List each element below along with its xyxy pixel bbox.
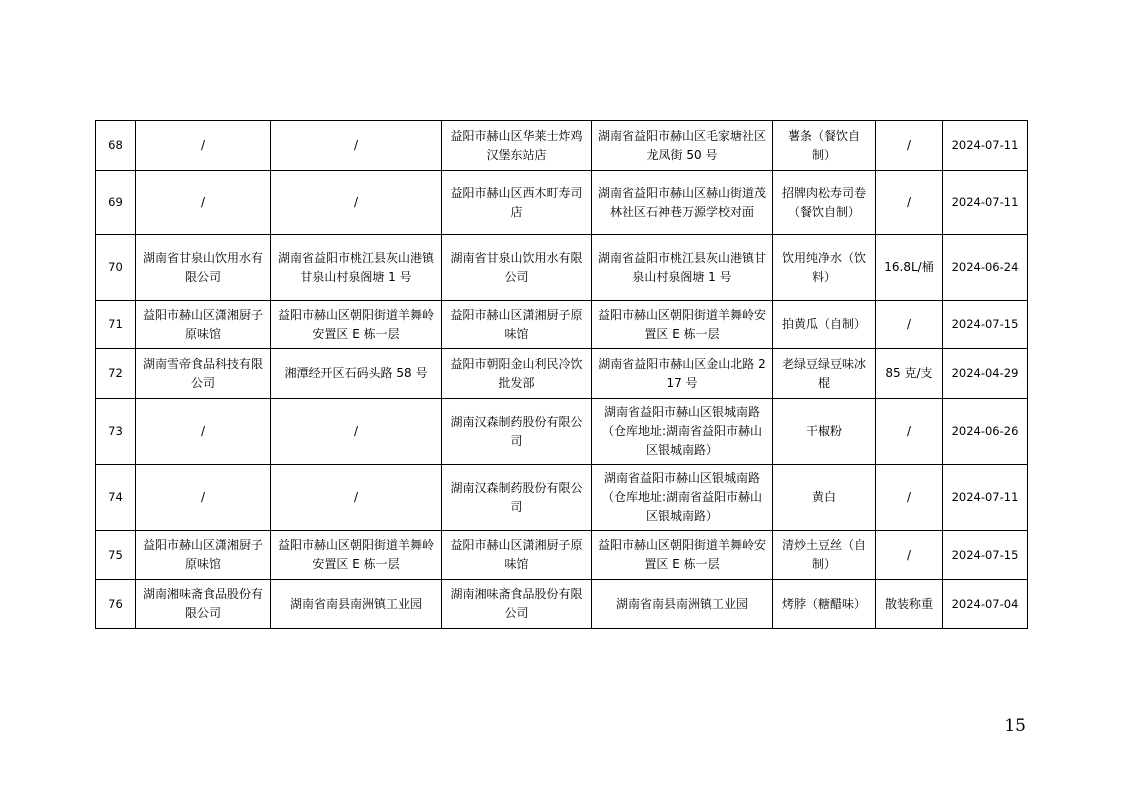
table-row — [96, 399, 1028, 465]
producer-address-cell: / — [271, 399, 442, 465]
seller-cell: 益阳市赫山区华莱士炸鸡汉堡东站店 — [442, 121, 592, 171]
date-cell: 2024-06-24 — [943, 235, 1028, 301]
producer-cell: 湖南湘味斋食品股份有限公司 — [136, 580, 271, 629]
seller-address-cell: 益阳市赫山区朝阳街道羊舞岭安置区 E 栋一层 — [592, 531, 773, 580]
row-number: 74 — [96, 465, 136, 531]
row-number: 68 — [96, 121, 136, 171]
producer-address-cell: 湖南省南县南洲镇工业园 — [271, 580, 442, 629]
sampling-results-table — [95, 120, 1028, 629]
date-cell: 2024-04-29 — [943, 349, 1028, 399]
spec-cell: 16.8L/桶 — [876, 235, 943, 301]
seller-address-cell: 湖南省益阳市赫山区银城南路（仓库地址:湖南省益阳市赫山区银城南路） — [592, 465, 773, 531]
producer-address-cell: 益阳市赫山区朝阳街道羊舞岭安置区 E 栋一层 — [271, 531, 442, 580]
page-number: 15 — [1004, 716, 1026, 736]
spec-cell: / — [876, 301, 943, 349]
table-row — [96, 121, 1028, 171]
spec-cell: 85 克/支 — [876, 349, 943, 399]
producer-cell: / — [136, 399, 271, 465]
producer-cell: / — [136, 465, 271, 531]
row-number: 70 — [96, 235, 136, 301]
row-number: 72 — [96, 349, 136, 399]
product-cell: 黄白 — [773, 465, 876, 531]
seller-cell: 益阳市赫山区潇湘厨子原味馆 — [442, 301, 592, 349]
producer-address-cell: / — [271, 465, 442, 531]
seller-cell: 益阳市赫山区西木町寿司店 — [442, 171, 592, 235]
producer-cell: 益阳市赫山区潇湘厨子原味馆 — [136, 301, 271, 349]
row-number: 75 — [96, 531, 136, 580]
seller-cell: 益阳市赫山区潇湘厨子原味馆 — [442, 531, 592, 580]
seller-cell: 湖南湘味斋食品股份有限公司 — [442, 580, 592, 629]
row-number: 69 — [96, 171, 136, 235]
seller-address-cell: 湖南省益阳市赫山区毛家塘社区龙凤街 50 号 — [592, 121, 773, 171]
spec-cell: 散装称重 — [876, 580, 943, 629]
producer-address-cell: 湘潭经开区石码头路 58 号 — [271, 349, 442, 399]
row-number: 71 — [96, 301, 136, 349]
table-row — [96, 580, 1028, 629]
product-cell: 老绿豆绿豆味冰棍 — [773, 349, 876, 399]
producer-cell: / — [136, 171, 271, 235]
product-cell: 饮用纯净水（饮料） — [773, 235, 876, 301]
table-row — [96, 235, 1028, 301]
table-row — [96, 301, 1028, 349]
row-number: 73 — [96, 399, 136, 465]
producer-cell: 益阳市赫山区潇湘厨子原味馆 — [136, 531, 271, 580]
producer-address-cell: / — [271, 121, 442, 171]
seller-cell: 湖南省甘泉山饮用水有限公司 — [442, 235, 592, 301]
producer-cell: / — [136, 121, 271, 171]
spec-cell: / — [876, 121, 943, 171]
spec-cell: / — [876, 399, 943, 465]
seller-cell: 湖南汉森制药股份有限公司 — [442, 465, 592, 531]
date-cell: 2024-07-15 — [943, 531, 1028, 580]
table-row — [96, 171, 1028, 235]
producer-address-cell: 益阳市赫山区朝阳街道羊舞岭安置区 E 栋一层 — [271, 301, 442, 349]
producer-address-cell: 湖南省益阳市桃江县灰山港镇甘泉山村泉阁塘 1 号 — [271, 235, 442, 301]
seller-cell: 湖南汉森制药股份有限公司 — [442, 399, 592, 465]
producer-cell: 湖南雪帝食品科技有限公司 — [136, 349, 271, 399]
producer-address-cell: / — [271, 171, 442, 235]
date-cell: 2024-07-04 — [943, 580, 1028, 629]
spec-cell: / — [876, 465, 943, 531]
seller-address-cell: 湖南省益阳市赫山区金山北路 217 号 — [592, 349, 773, 399]
spec-cell: / — [876, 171, 943, 235]
spec-cell: / — [876, 531, 943, 580]
product-cell: 清炒土豆丝（自制） — [773, 531, 876, 580]
date-cell: 2024-06-26 — [943, 399, 1028, 465]
seller-address-cell: 湖南省益阳市赫山区赫山街道茂林社区石神巷万源学校对面 — [592, 171, 773, 235]
date-cell: 2024-07-11 — [943, 465, 1028, 531]
table-row — [96, 465, 1028, 531]
table-row — [96, 349, 1028, 399]
product-cell: 招牌肉松寿司卷（餐饮自制） — [773, 171, 876, 235]
date-cell: 2024-07-15 — [943, 301, 1028, 349]
product-cell: 干椒粉 — [773, 399, 876, 465]
seller-address-cell: 益阳市赫山区朝阳街道羊舞岭安置区 E 栋一层 — [592, 301, 773, 349]
seller-address-cell: 湖南省益阳市桃江县灰山港镇甘泉山村泉阁塘 1 号 — [592, 235, 773, 301]
seller-address-cell: 湖南省南县南洲镇工业园 — [592, 580, 773, 629]
product-cell: 拍黄瓜（自制） — [773, 301, 876, 349]
product-cell: 烤脖（糖醋味） — [773, 580, 876, 629]
date-cell: 2024-07-11 — [943, 121, 1028, 171]
date-cell: 2024-07-11 — [943, 171, 1028, 235]
row-number: 76 — [96, 580, 136, 629]
producer-cell: 湖南省甘泉山饮用水有限公司 — [136, 235, 271, 301]
seller-address-cell: 湖南省益阳市赫山区银城南路（仓库地址:湖南省益阳市赫山区银城南路） — [592, 399, 773, 465]
seller-cell: 益阳市朝阳金山利民冷饮批发部 — [442, 349, 592, 399]
table-row — [96, 531, 1028, 580]
product-cell: 薯条（餐饮自制） — [773, 121, 876, 171]
